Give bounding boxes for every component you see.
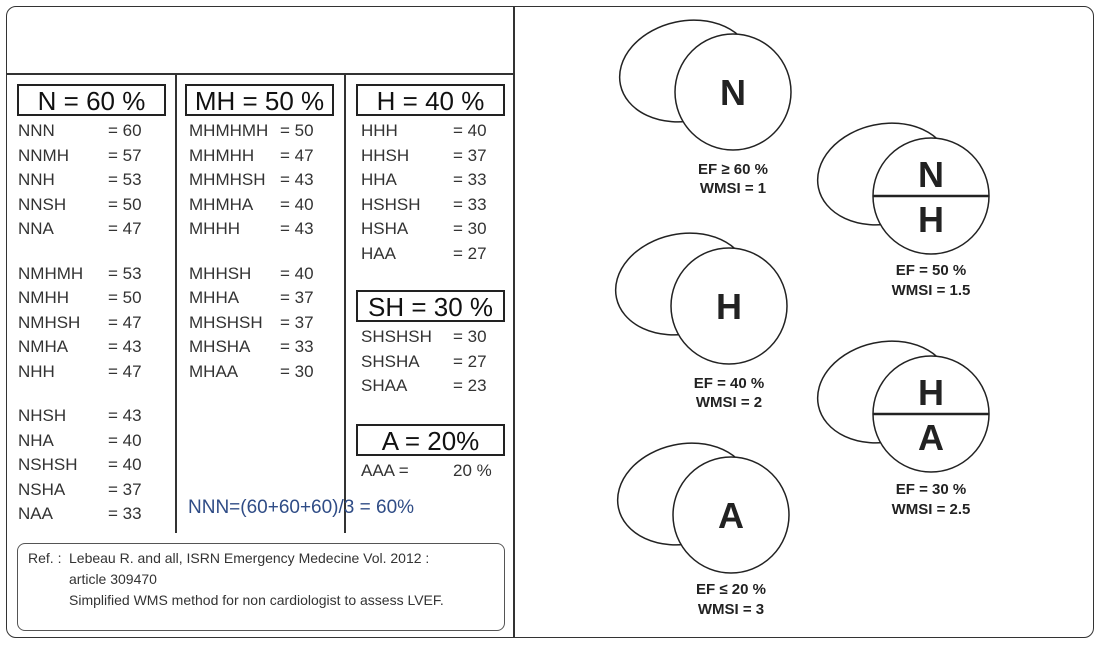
row-value: = 60	[108, 121, 142, 140]
row-value: 20 %	[453, 461, 492, 480]
row-value: = 43	[280, 219, 314, 238]
row-key: MHSHA	[189, 337, 251, 356]
table-row	[18, 286, 168, 311]
row-key: HHH	[361, 121, 398, 140]
table-row	[189, 360, 339, 385]
table-row	[18, 217, 168, 242]
table-row	[189, 335, 339, 360]
row-value: = 40	[108, 430, 142, 450]
row-key: NHA	[18, 430, 54, 450]
table-row	[18, 168, 168, 193]
table-row	[18, 453, 168, 478]
row-key: NHSH	[18, 406, 67, 425]
row-key: NNMH	[18, 145, 69, 165]
row-key: HSHA	[361, 219, 409, 238]
header-sh: SH = 30 %	[356, 290, 505, 322]
row-value: = 30	[280, 361, 314, 381]
h-rows	[361, 119, 501, 266]
wmsi-label: WMSI = 2.5	[891, 501, 971, 518]
row-key: NNSH	[18, 194, 67, 214]
row-value: = 40	[108, 455, 142, 474]
table-row	[361, 144, 501, 169]
header-n: N = 60 %	[17, 84, 166, 116]
table-row	[189, 144, 339, 169]
row-key: NAA	[18, 504, 53, 523]
table-row	[361, 459, 501, 484]
row-key: HSHSH	[361, 194, 421, 214]
table-row	[361, 325, 501, 350]
wmsi-label: WMSI = 3	[697, 601, 765, 618]
reference-line-3: Simplified WMS method for non cardiologist to assess LVEF.	[69, 592, 444, 608]
row-value: = 43	[108, 337, 142, 356]
row-key: NSHSH	[18, 455, 78, 474]
row-key: HHSH	[361, 145, 410, 165]
segment-letter: H	[918, 199, 944, 240]
table-row	[189, 217, 339, 242]
row-key: SHSHSH	[361, 327, 432, 346]
row-key: AAA =	[361, 461, 409, 480]
row-key: NMHH	[18, 288, 69, 307]
wms-diagram	[514, 6, 1094, 638]
segment-letter: H	[918, 372, 944, 413]
row-value: = 53	[108, 170, 142, 189]
sh-rows	[361, 325, 501, 399]
row-key: MHMHH	[189, 145, 255, 165]
row-key: MHMHMH	[189, 121, 269, 140]
row-value: = 50	[108, 288, 142, 307]
row-key: MHHH	[189, 219, 240, 238]
table-row	[18, 311, 168, 336]
a-rows	[361, 459, 501, 484]
row-value: = 53	[108, 263, 142, 283]
row-value: = 47	[108, 361, 142, 381]
row-value: = 40	[280, 194, 314, 214]
row-value: = 33	[453, 170, 487, 189]
row-value: = 47	[280, 145, 314, 165]
row-key: NMHMH	[18, 263, 84, 283]
row-value: = 37	[108, 479, 142, 499]
table-row	[361, 168, 501, 193]
reference-box	[17, 543, 505, 631]
row-value: = 40	[280, 263, 314, 283]
table-row	[189, 311, 339, 336]
table-row	[189, 262, 339, 287]
ef-label: EF ≥ 60 %	[698, 161, 768, 178]
table-row	[189, 168, 339, 193]
mh-rows	[189, 119, 339, 384]
row-key: NNH	[18, 170, 55, 189]
header-h: H = 40 %	[356, 84, 505, 116]
wmsi-label: WMSI = 2	[695, 394, 763, 411]
formula-example: NNN=(60+60+60)/3 = 60%	[188, 497, 415, 518]
wmsi-label: WMSI = 1	[699, 180, 767, 197]
wmsi-label: WMSI = 1.5	[891, 282, 971, 299]
row-key: NNA	[18, 219, 54, 238]
segment-letter: N	[720, 72, 746, 113]
row-value: = 33	[453, 194, 487, 214]
n-rows	[18, 119, 168, 527]
column-divider-2	[344, 73, 346, 533]
row-key: MHHSH	[189, 263, 252, 283]
row-key: NMHSH	[18, 312, 81, 332]
heart-a	[608, 431, 789, 618]
table-row	[361, 374, 501, 399]
row-value: = 37	[453, 145, 487, 165]
row-key: MHSHSH	[189, 312, 263, 332]
row-key: MHHA	[189, 288, 240, 307]
row-value: = 50	[108, 194, 142, 214]
table-row	[18, 144, 168, 169]
header-a: A = 20%	[356, 424, 505, 456]
table-row	[18, 193, 168, 218]
column-divider-1	[175, 73, 177, 533]
table-row	[189, 286, 339, 311]
row-value: = 30	[453, 219, 487, 238]
segment-letter: N	[918, 154, 944, 195]
reference-label: Ref. :	[28, 550, 62, 566]
heart-h	[606, 221, 787, 411]
row-value: = 57	[108, 145, 142, 165]
row-key: MHMHSH	[189, 170, 266, 189]
table-row	[18, 478, 168, 503]
row-key: HAA	[361, 243, 396, 263]
row-key: MHMHA	[189, 194, 254, 214]
table-row	[361, 193, 501, 218]
table-row	[189, 119, 339, 144]
row-key: NSHA	[18, 479, 66, 499]
table-row	[18, 335, 168, 360]
heart-ha	[808, 329, 989, 518]
heart-nh	[808, 111, 989, 299]
row-key: NHH	[18, 361, 55, 381]
row-value: = 23	[453, 376, 487, 395]
row-value: = 37	[280, 312, 314, 332]
row-key: MHAA	[189, 361, 239, 381]
table-row	[18, 262, 168, 287]
row-value: = 43	[108, 406, 142, 425]
row-key: HHA	[361, 170, 397, 189]
header-mh: MH = 50 %	[185, 84, 334, 116]
table-row	[18, 404, 168, 429]
table-row	[18, 360, 168, 385]
table-row	[361, 119, 501, 144]
row-value: = 47	[108, 312, 142, 332]
heart-n	[610, 8, 791, 197]
table-row	[18, 502, 168, 527]
row-key: NMHA	[18, 337, 69, 356]
segment-letter: A	[718, 495, 744, 536]
ef-label: EF = 30 %	[895, 481, 967, 498]
row-value: = 33	[108, 504, 142, 523]
row-value: = 50	[280, 121, 314, 140]
table-row	[189, 193, 339, 218]
row-key: NNN	[18, 121, 55, 140]
row-value: = 27	[453, 351, 487, 371]
segment-letter: H	[716, 286, 742, 327]
ef-label: EF = 40 %	[693, 375, 765, 392]
row-key: SHSHA	[361, 351, 420, 371]
reference-line-1: Lebeau R. and all, ISRN Emergency Medecine Vol. 2012 :	[69, 550, 430, 566]
table-row	[18, 119, 168, 144]
ef-label: EF ≤ 20 %	[696, 581, 766, 598]
segment-letter: A	[918, 417, 944, 458]
row-value: = 47	[108, 219, 142, 238]
row-key: SHAA	[361, 376, 408, 395]
top-divider	[6, 73, 514, 75]
row-value: = 37	[280, 288, 314, 307]
ef-label: EF = 50 %	[895, 262, 967, 279]
row-value: = 33	[280, 337, 314, 356]
row-value: = 27	[453, 243, 487, 263]
table-row	[361, 217, 501, 242]
table-row	[361, 350, 501, 375]
row-value: = 40	[453, 121, 487, 140]
row-value: = 30	[453, 327, 487, 346]
row-value: = 43	[280, 170, 314, 189]
reference-line-2: article 309470	[69, 571, 157, 587]
table-row	[361, 242, 501, 267]
table-row	[18, 429, 168, 454]
